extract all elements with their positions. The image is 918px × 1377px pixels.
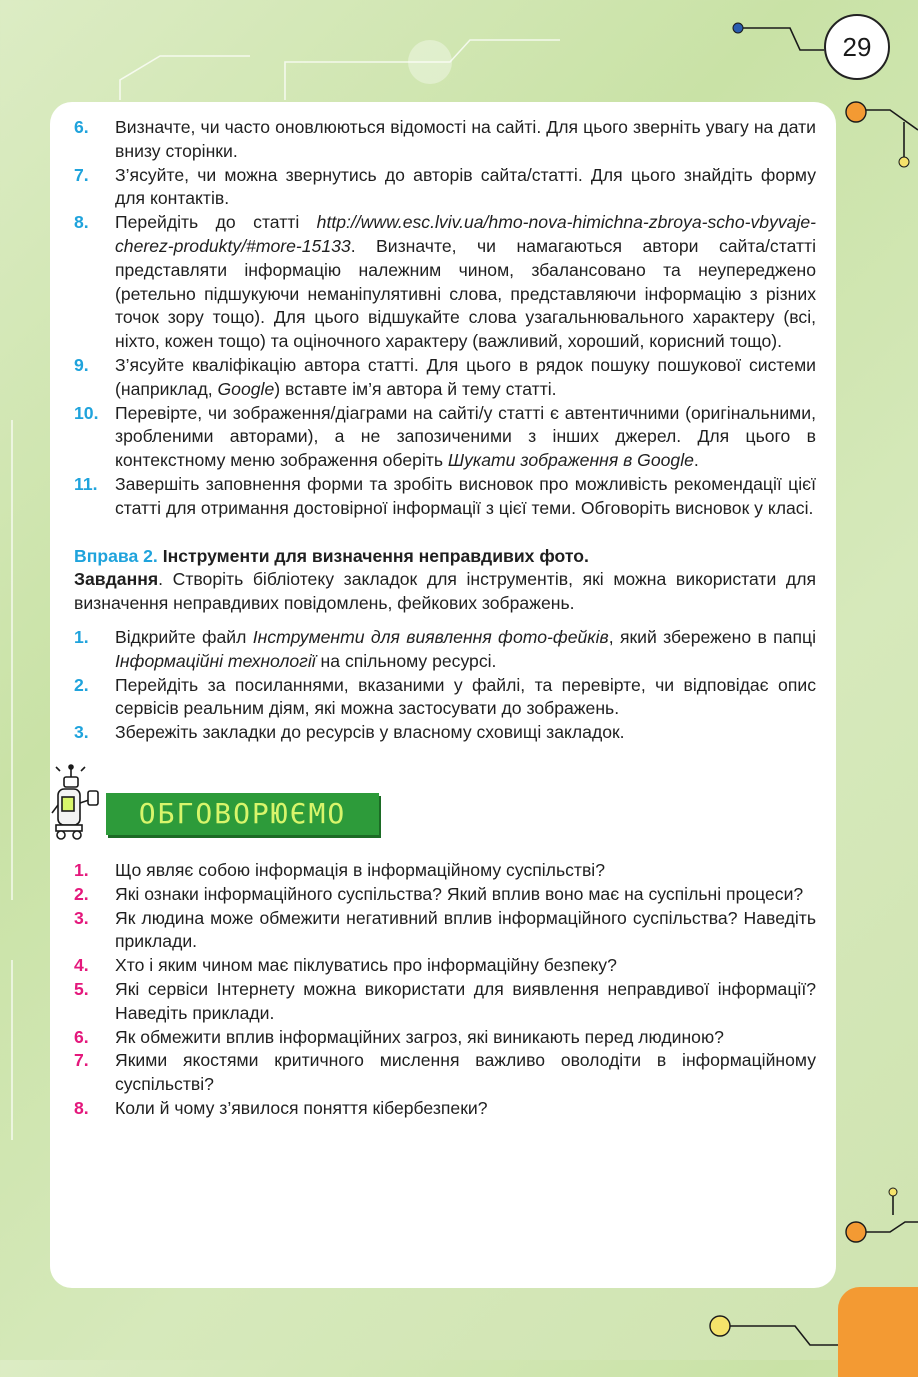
list-item-number: 3. [74,722,89,743]
list-item-text: Якими якостями критичного мислення важливо оволодіти в інформаційному суспільстві? [115,1050,816,1095]
list-item [74,954,816,978]
list-item [74,473,816,521]
page-content [74,116,816,1121]
discuss-badge: ОБГОВОРЮЄМО [106,793,379,835]
list-item-text: З’ясуйте, чи можна звернутись до авторів сайта/статті. Для цього знайдіть форму для контактів. [115,164,816,209]
list-item [74,1097,816,1121]
list-item-text: Як обмежити вплив інформаційних загроз, які виникають перед людиною? [115,1026,724,1047]
list-item-number: 11. [74,473,98,494]
list-item-text: Відкрийте файл [115,626,253,647]
list-item [74,883,816,907]
list-item-number: 7. [74,164,89,185]
list-item-number: 6. [74,117,89,137]
list-item-number: 4. [74,955,89,976]
list-item-text: Визначте, чи часто оновлюються відомості на сайті. Для цього зверніть увагу на дати внизу сторінки. [115,117,816,161]
list-item-text: Як людина може обмежити негативний вплив інформаційного суспільства? Наведіть приклади. [115,907,816,952]
italic-text: Google [217,378,275,399]
list-item-number: 9. [74,354,89,375]
italic-text: http://www.esc.lviv.ua/hmo-nova-himichna-zbroya-scho-vbyvaje-cherez-produkty/#more-15133 [115,212,816,256]
list-item [74,907,816,955]
exercise-label: Вправа 2. [74,545,158,566]
list-item-text: Перевірте, чи зображення/діаграми на сайті/у статті є автентичними (оригінальними, зробленими авторами), а не запозиченими з інших джерел. Для цього в контекстному меню зображення оберіть [115,402,816,471]
list-item-number: 6. [74,1026,89,1047]
list-item [74,626,816,674]
list-item [74,859,816,883]
list-item-text: Що являє собою інформація в інформаційному суспільстві? [115,859,606,880]
list-item-text: Збережіть закладки до ресурсів у власному сховищі закладок. [115,722,625,743]
robot-icon [50,763,100,843]
list-item-number: 3. [74,907,89,928]
italic-text: Шукати зображення в Google [447,450,694,471]
list-item-text: Завершіть заповнення форми та зробіть висновок про можливість рекомендації цієї статті для отримання достовірної інформації з цієї теми. Обговоріть висновок у класі. [115,473,816,518]
list-item-number: 8. [74,212,89,233]
task-text: . Створіть бібліотеку закладок для інструментів, які можна використати для визначення неправдивих повідомлень, фейкових зображень. [74,569,816,614]
list-item [74,1026,816,1050]
list-item [74,674,816,722]
list-item [74,1049,816,1097]
discussion-questions-list [74,859,816,1121]
list-item [74,978,816,1026]
exercise-title: Інструменти для визначення неправдивих фото. [162,545,589,566]
list-item-text: , який збережено в папці [608,626,817,647]
list-item-text: Коли й чому з’явилося поняття кібербезпеки? [115,1097,488,1118]
italic-text: Інструменти для виявлення фото-фейків [252,626,609,647]
list-item-text: на спільному ресурсі. [315,650,497,671]
list-item-number: 10. [74,402,99,423]
list-item-text: Які сервіси Інтернету можна використати для виявлення неправдивої інформації? Наведіть приклади. [115,978,816,1023]
list-item-text: . [693,450,699,471]
list-item-number: 7. [74,1050,89,1071]
list-item-text: . Визначте, чи намагаються автори сайта/статті представляти інформацію належним чином, збалансовано та неупереджено (ретельно підшукуючи неманіпулятивні слова, представляючи інформацію з різних точок зору тощо). Для цього відшукайте слова узагальнювального характеру (всі, ніхто, кожен тощо) та оціночного характеру (важливий, хороший, корисний тощо). [115,235,816,352]
exercise-steps-list [74,626,816,745]
page-number: 29 [824,14,890,80]
list-item-text: Перейдіть до статті [115,212,317,233]
list-item-number: 8. [74,1097,89,1118]
list-item [74,116,816,164]
list-item-number: 5. [74,978,89,999]
list-item [74,402,816,473]
list-item [74,354,816,402]
italic-text: Інформаційні технології [115,650,316,671]
task-paragraph [74,568,816,616]
list-item-text: ) вставте ім’я автора й тему статті. [274,378,557,399]
instruction-list-continued [74,116,816,521]
list-item [74,721,816,745]
exercise-heading [74,545,816,569]
list-item-text: Перейдіть за посиланнями, вказаними у файлі, та перевірте, чи відповідає опис сервісів реальним діям, які можна застосувати до зображень. [115,674,816,719]
list-item-text: З’ясуйте кваліфікацію автора статті. Для цього в рядок пошуку пошукової системи (наприклад, [115,354,816,399]
list-item-number: 2. [74,883,89,904]
corner-tab [838,1287,918,1377]
list-item [74,211,816,354]
task-label: Завдання [74,569,159,590]
list-item-number: 1. [74,626,89,647]
list-item-number: 1. [74,859,89,880]
discuss-section-header [50,763,816,853]
list-item [74,164,816,212]
list-item-text: Хто і яким чином має піклуватись про інформаційну безпеку? [115,955,617,976]
list-item-text: Які ознаки інформаційного суспільства? Який вплив воно має на суспільні процеси? [115,883,804,904]
list-item-number: 2. [74,674,89,695]
